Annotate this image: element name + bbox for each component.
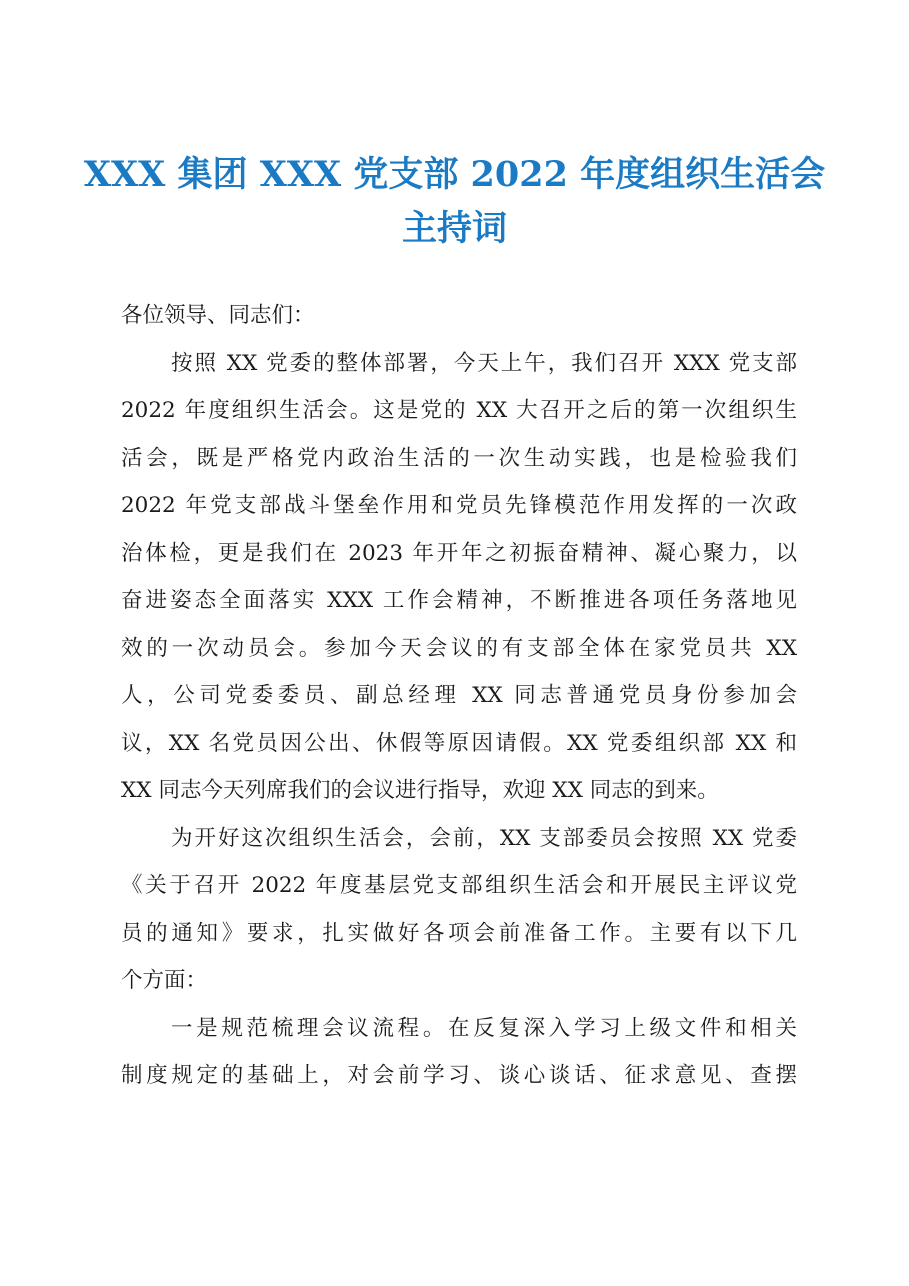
paragraph-line: 治体检，更是我们在 2023 年开年之初振奋精神、凝心聚力，以 <box>121 540 797 566</box>
paragraph-line: 一是规范梳理会议流程。在反复深入学习上级文件和相关 <box>171 1015 797 1041</box>
paragraph-line: 按照 XX 党委的整体部署，今天上午，我们召开 XXX 党支部 <box>171 350 797 376</box>
paragraph-line: 2022 年度组织生活会。这是党的 XX 大召开之后的第一次组织生 <box>121 398 797 423</box>
paragraph-line: 制度规定的基础上，对会前学习、谈心谈话、征求意见、查摆 <box>121 1063 797 1088</box>
paragraph-line: 2022 年党支部战斗堡垒作用和党员先锋模范作用发挥的一次政 <box>121 493 797 518</box>
paragraph-line: 活会，既是严格党内政治生活的一次生动实践，也是检验我们 <box>121 445 797 471</box>
paragraph-1 <box>121 340 797 815</box>
paragraph-line: 效的一次动员会。参加今天会议的有支部全体在家党员共 XX <box>121 635 797 661</box>
paragraph-line: 人，公司党委委员、副总经理 XX 同志普通党员身份参加会 <box>121 683 797 708</box>
paragraph-line: 个方面： <box>121 968 208 993</box>
paragraph-line: 议，XX 名党员因公出、休假等原因请假。XX 党委组织部 XX 和 <box>121 730 797 756</box>
paragraph-3 <box>121 1005 797 1100</box>
paragraph-line: 《关于召开 2022 年度基层党支部组织生活会和开展民主评议党 <box>121 873 797 898</box>
title-line-1: XXX 集团 XXX 党支部 2022 年度组织生活会 <box>83 154 826 195</box>
title-line-2: 主持词 <box>401 208 507 249</box>
paragraph-line: 员的通知》要求，扎实做好各项会前准备工作。主要有以下几 <box>121 920 797 946</box>
document-title <box>80 148 829 256</box>
document-body <box>121 292 797 1100</box>
paragraph-line: 为开好这次组织生活会，会前，XX 支部委员会按照 XX 党委 <box>171 825 797 851</box>
paragraph-line: 奋进姿态全面落实 XXX 工作会精神，不断推进各项任务落地见 <box>121 588 797 613</box>
paragraph-2 <box>121 815 797 1005</box>
paragraph-line: XX 同志今天列席我们的会议进行指导，欢迎 XX 同志的到来。 <box>121 778 719 803</box>
salutation: 各位领导、同志们： <box>121 303 315 328</box>
